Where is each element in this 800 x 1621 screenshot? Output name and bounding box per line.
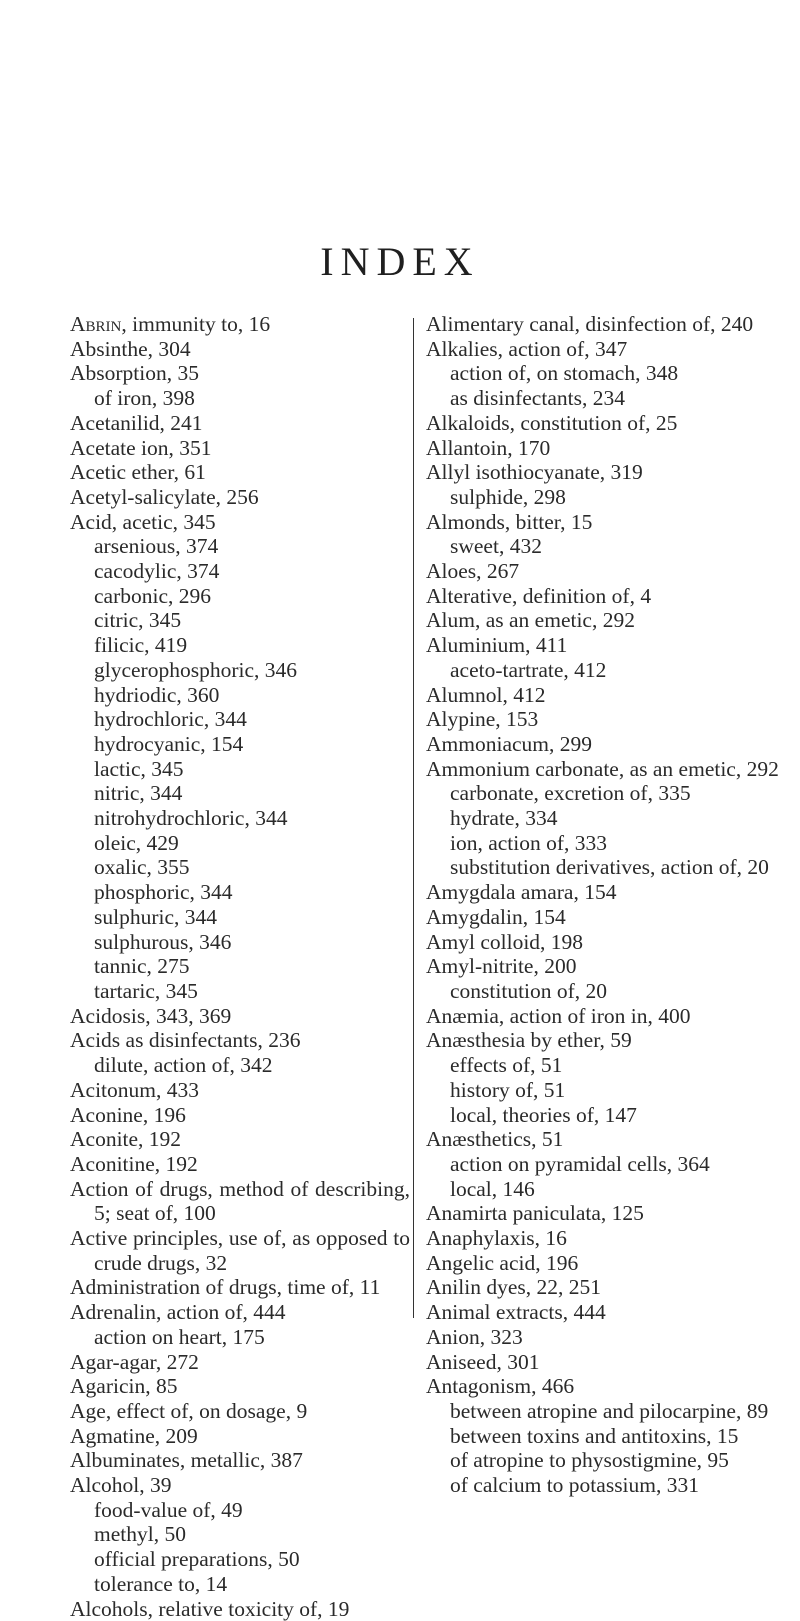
index-entry: tolerance to, 14 — [94, 1571, 228, 1596]
index-entry: Anaphylaxis, 16 — [426, 1226, 567, 1251]
index-entry: Alkaloids, constitution of, 25 — [426, 410, 678, 435]
index-entry: Aloes, 267 — [426, 559, 520, 584]
index-entry: Amyl colloid, 198 — [426, 929, 584, 954]
index-entry: Acetic ether, 61 — [70, 460, 206, 485]
index-entry: Administration of drugs, time of, 11 — [70, 1275, 381, 1300]
index-entry: Agmatine, 209 — [70, 1423, 198, 1448]
index-entry: arsenious, 374 — [94, 534, 219, 559]
index-entry: Abrin, immunity to, 16 — [70, 312, 271, 336]
index-entry: dilute, action of, 342 — [94, 1053, 273, 1078]
index-entry: Agaricin, 85 — [70, 1374, 178, 1399]
index-entry: Acids as disinfectants, 236 — [70, 1028, 301, 1053]
index-entry: Alcohols, relative toxicity of, 19 — [70, 1596, 350, 1621]
index-entry: sulphurous, 346 — [94, 929, 232, 954]
index-column-right — [426, 312, 786, 1498]
index-entry: Alterative, definition of, 4 — [426, 583, 652, 608]
index-entry: Albuminates, metallic, 387 — [70, 1448, 303, 1473]
index-entry: Anilin dyes, 22, 251 — [426, 1275, 601, 1300]
index-entry: Alumnol, 412 — [426, 682, 546, 707]
index-entry: Anion, 323 — [426, 1324, 523, 1349]
index-entry: Allantoin, 170 — [426, 435, 551, 460]
index-entry: Anæsthesia by ether, 59 — [426, 1028, 632, 1053]
index-entry: Acetate ion, 351 — [70, 435, 212, 460]
index-entry: aceto-tartrate, 412 — [450, 657, 607, 682]
index-entry: Adrenalin, action of, 444 — [70, 1300, 286, 1325]
index-entry: Anamirta paniculata, 125 — [426, 1201, 644, 1226]
index-entry: official preparations, 50 — [94, 1547, 300, 1572]
index-entry: Acid, acetic, 345 — [70, 509, 216, 534]
index-entry: filicic, 419 — [94, 633, 188, 658]
index-entry: as disinfectants, 234 — [450, 386, 625, 411]
index-entry: tartaric, 345 — [94, 978, 198, 1003]
index-entry: sulphide, 298 — [450, 484, 566, 509]
index-entry: Acidosis, 343, 369 — [70, 1003, 232, 1028]
index-entry: Absorption, 35 — [70, 361, 199, 386]
index-entry: local, theories of, 147 — [450, 1102, 637, 1127]
index-entry: lactic, 345 — [94, 756, 184, 781]
index-entry: Acetanilid, 241 — [70, 410, 203, 435]
index-entry: Antagonism, 466 — [426, 1374, 575, 1399]
index-entry: local, 146 — [450, 1176, 535, 1201]
index-entry: of iron, 398 — [94, 386, 195, 411]
index-entry: hydrate, 334 — [450, 806, 558, 831]
index-entry: Acitonum, 433 — [70, 1077, 199, 1102]
index-entry: Alum, as an emetic, 292 — [426, 608, 635, 633]
index-entry: hydriodic, 360 — [94, 682, 220, 707]
index-entry: hydrochloric, 344 — [94, 707, 247, 732]
index-entry: of atropine to physostigmine, 95 — [450, 1448, 729, 1473]
index-entry: Amygdala amara, 154 — [426, 880, 617, 905]
index-entry: food-value of, 49 — [94, 1497, 243, 1522]
index-entry: sulphuric, 344 — [94, 904, 218, 929]
index-entry: action on heart, 175 — [94, 1324, 265, 1349]
index-entry: tannic, 275 — [94, 954, 190, 979]
index-entry: Alkalies, action of, 347 — [426, 336, 628, 361]
index-entry: Alimentary canal, disinfection of, 240 — [426, 312, 754, 336]
index-entry: methyl, 50 — [94, 1522, 186, 1547]
index-entry: Amyl-nitrite, 200 — [426, 954, 577, 979]
index-entry: cacodylic, 374 — [94, 559, 220, 584]
index-entry: sweet, 432 — [450, 534, 542, 559]
column-divider — [413, 318, 414, 1318]
index-entry: of calcium to potassium, 331 — [450, 1473, 700, 1498]
index-entry: substitution derivatives, action of, 20 — [450, 855, 769, 880]
index-entry: Anæsthetics, 51 — [426, 1127, 564, 1152]
index-entry: phosphoric, 344 — [94, 880, 233, 905]
index-entry: nitrohydrochloric, 344 — [94, 806, 288, 831]
index-entry: Aniseed, 301 — [426, 1349, 540, 1374]
index-entry: effects of, 51 — [450, 1053, 563, 1078]
index-entry: oxalic, 355 — [94, 855, 190, 880]
index-entry: citric, 345 — [94, 608, 182, 633]
index-entry: Absinthe, 304 — [70, 336, 191, 361]
index-entry: glycerophosphoric, 346 — [94, 657, 298, 682]
index-entry: between atropine and pilocarpine, 89 — [450, 1398, 769, 1423]
index-entry: between toxins and antitoxins, 15 — [450, 1423, 739, 1448]
index-entry: carbonic, 296 — [94, 583, 212, 608]
index-entry: Allyl isothiocyanate, 319 — [426, 460, 643, 485]
index-entry: Angelic acid, 196 — [426, 1250, 579, 1275]
index-entry: Alypine, 153 — [426, 707, 539, 732]
index-entry: oleic, 429 — [94, 830, 179, 855]
index-entry: Amygdalin, 154 — [426, 904, 566, 929]
index-entry: Active principles, use of, as opposed to crude drugs, 32 — [70, 1226, 410, 1275]
index-entry: action of, on stomach, 348 — [450, 361, 679, 386]
index-entry: Acetyl-salicylate, 256 — [70, 484, 259, 509]
index-column-left — [70, 312, 410, 1621]
index-entry: Aluminium, 411 — [426, 633, 568, 658]
index-entry: nitric, 344 — [94, 781, 183, 806]
index-entry: history of, 51 — [450, 1077, 566, 1102]
index-entry: carbonate, excretion of, 335 — [450, 781, 691, 806]
index-entry: constitution of, 20 — [450, 978, 608, 1003]
index-entry: hydrocyanic, 154 — [94, 731, 244, 756]
index-entry: Age, effect of, on dosage, 9 — [70, 1398, 308, 1423]
index-entry: Aconite, 192 — [70, 1127, 182, 1152]
index-entry: Alcohol, 39 — [70, 1473, 172, 1498]
index-entry: Aconitine, 192 — [70, 1151, 198, 1176]
page-title: INDEX — [320, 239, 480, 284]
index-entry: Agar-agar, 272 — [70, 1349, 199, 1374]
index-entry: Animal extracts, 444 — [426, 1300, 606, 1325]
index-entry: ion, action of, 333 — [450, 830, 608, 855]
index-entry: Ammoniacum, 299 — [426, 731, 593, 756]
index-entry: Anæmia, action of iron in, 400 — [426, 1003, 691, 1028]
index-entry: Action of drugs, method of describing, 5; seat of, 100 — [70, 1176, 410, 1226]
index-entry: action on pyramidal cells, 364 — [450, 1151, 710, 1176]
index-entry: Almonds, bitter, 15 — [426, 509, 593, 534]
index-entry: Aconine, 196 — [70, 1102, 186, 1127]
index-entry: Ammonium carbonate, as an emetic, 292 — [426, 756, 779, 781]
